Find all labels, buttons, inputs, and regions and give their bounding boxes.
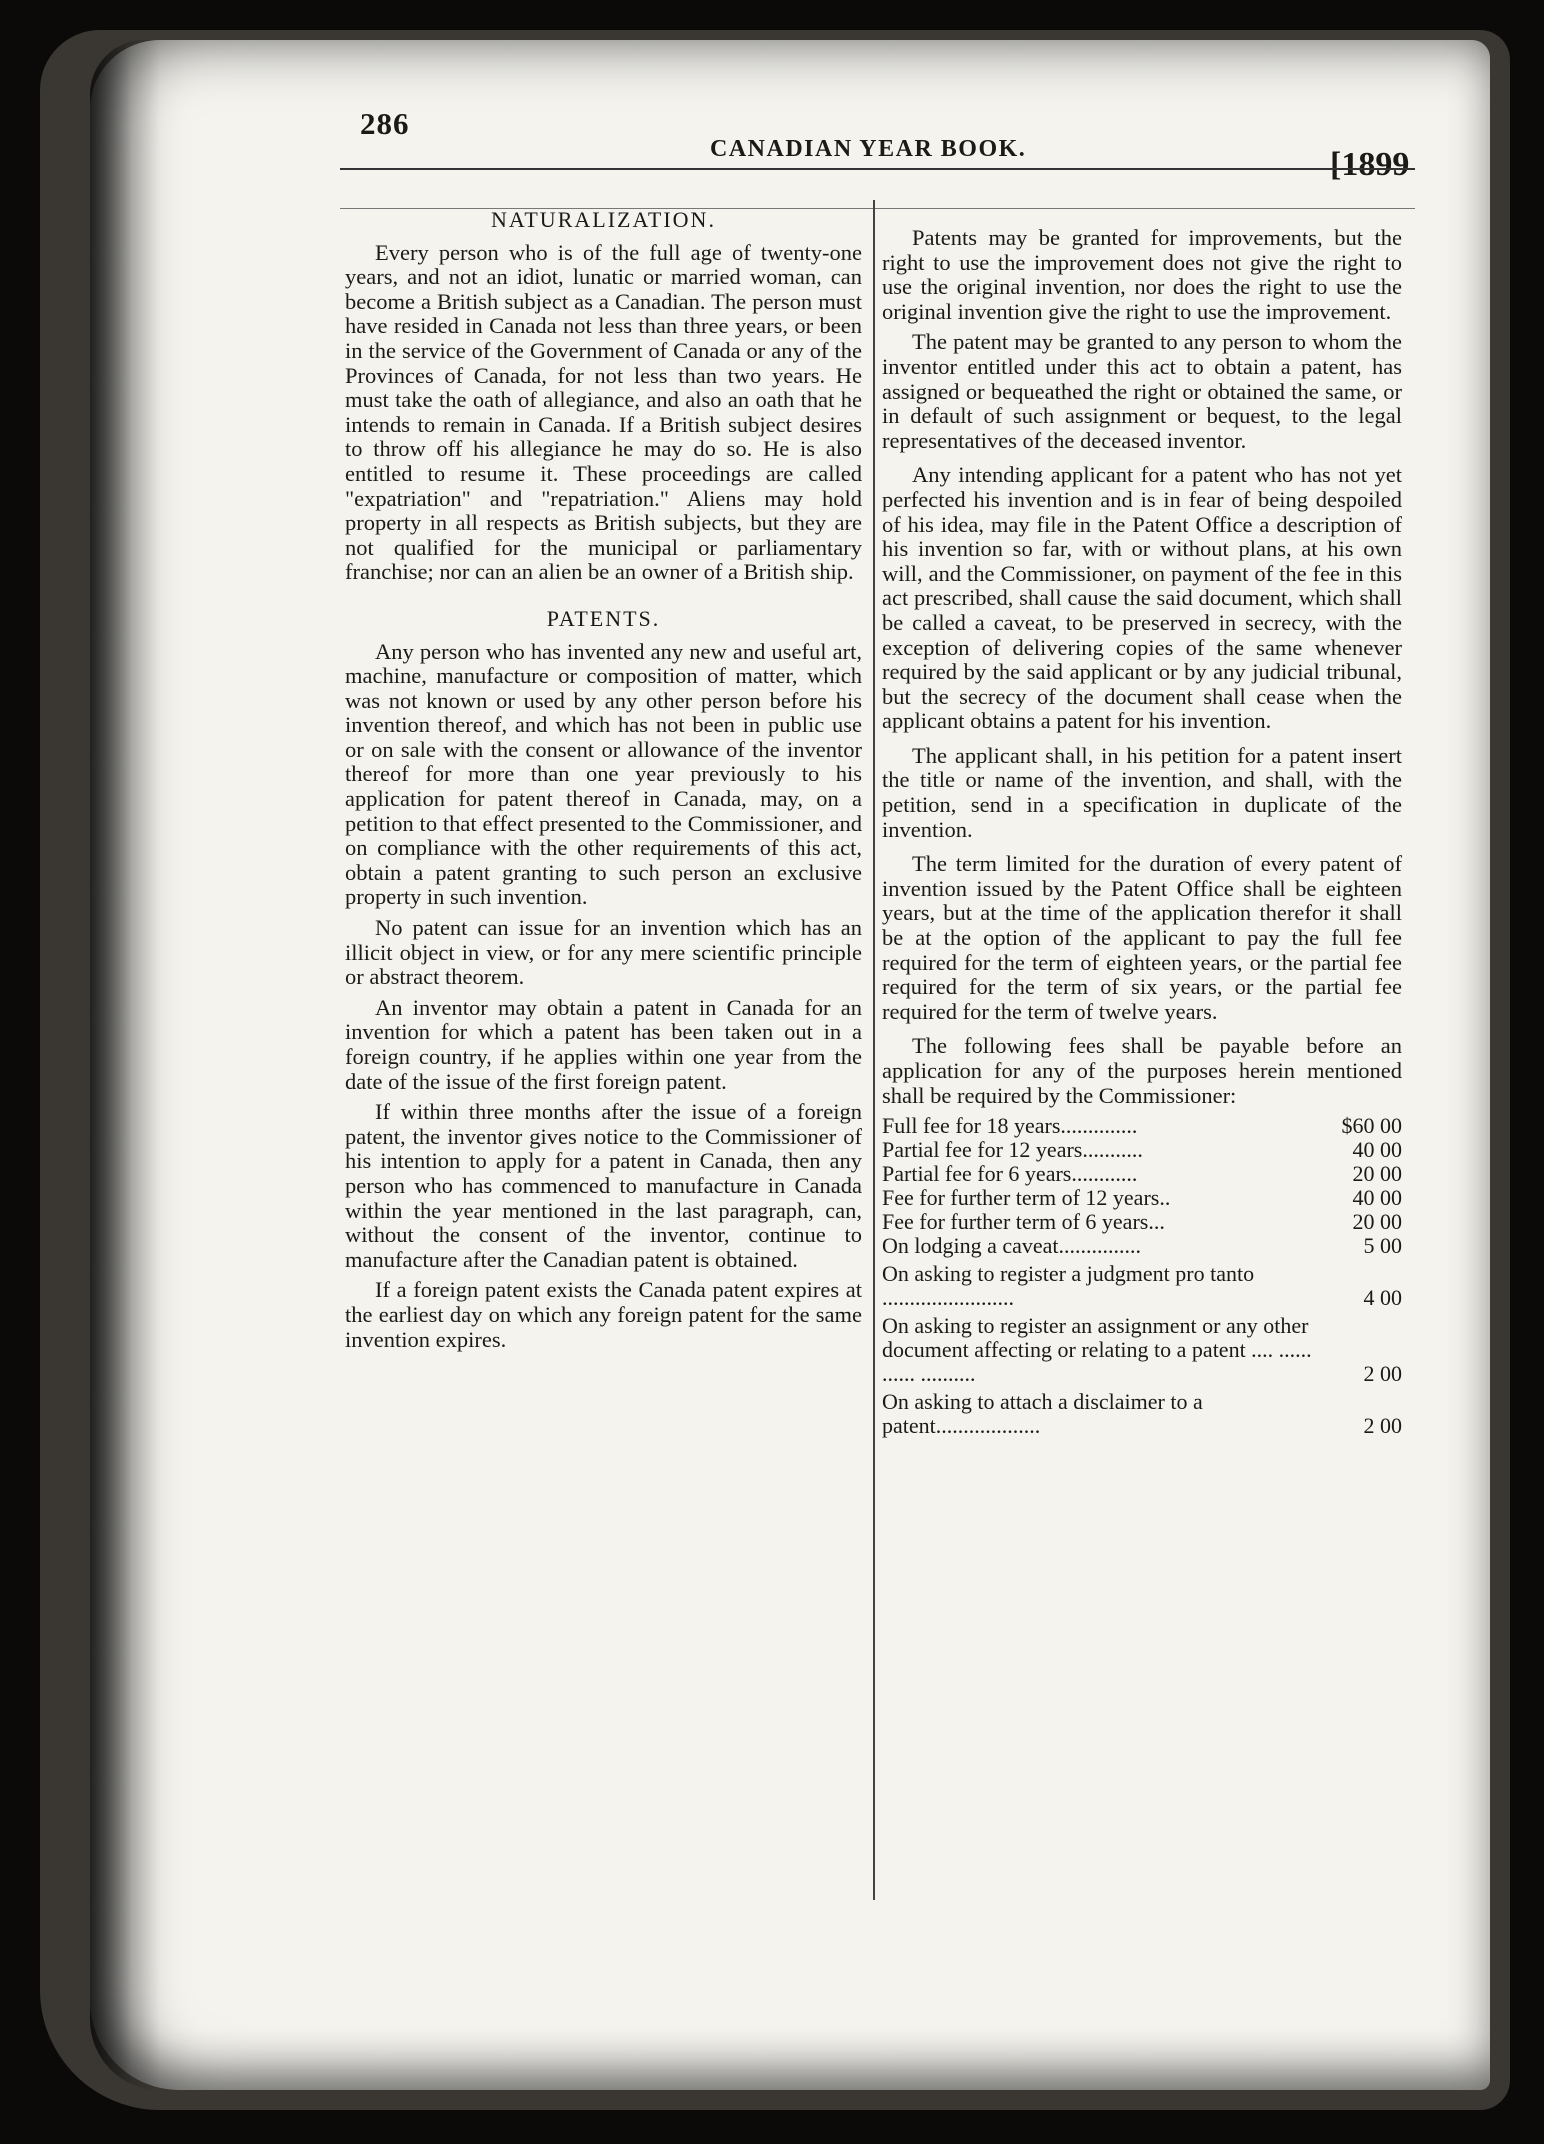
fee-item: Fee for further term of 12 years.. [882,1185,1171,1211]
patents-paragraph: Any person who has invented any new and useful art, machine, manufacture or composition of matter, which was not known or used by any other person before his invention thereof, and which has not been in public use or on sale with the consent or allowance of the inventor thereof for more than one year previously to his application for patent thereof in Canada, may, on a petition to that effect presented to the Commissioner, and on compliance with the other requirements of this act, obtain a patent granting to such person an exclusive property in such invention. [345,638,862,910]
header-year: [1899 [1330,146,1410,183]
fee-row [882,1210,1402,1234]
fee-item: Fee for further term of 6 years... [882,1209,1165,1235]
patents-paragraph: If within three months after the issue of a foreign patent, the inventor gives notice to the Commissioner of his intention to apply for a patent in Canada, then any person who has commenced to manufacture in Canada within the year mentioned in the last paragraph, can, without the consent of the inventor, continue to manufacture after the Canadian patent is obtained. [345,1099,862,1272]
naturalization-heading: NATURALIZATION. [491,207,716,232]
fee-item: On asking to register an assignment or any other document affecting or relating to a patent .... ...... ...... .......... [882,1313,1312,1387]
fee-row [882,1162,1402,1186]
fee-row [882,1258,1402,1310]
fee-row [882,1386,1402,1438]
fee-item: On asking to attach a disclaimer to a patent................... [882,1389,1203,1439]
fee-amount: 20 00 [1352,1209,1402,1235]
fee-amount: 40 00 [1352,1185,1402,1211]
running-title: CANADIAN YEAR BOOK. [710,136,1027,162]
left-column [345,200,862,1358]
fee-amount: 5 00 [1363,1233,1402,1259]
fee-item: Partial fee for 6 years............ [882,1161,1138,1187]
patents-paragraph: Patents may be granted for improvements, but the right to use the improvement does not give the right to use the original invention, nor does the right to use the original invention give the right to use the improvement. [882,225,1402,324]
patents-heading: PATENTS. [546,605,661,631]
patents-paragraph: The applicant shall, in his petition for a patent insert the title or name of the invention, and shall, with the petition, send in a specification in duplicate of the invention. [882,742,1402,842]
patents-paragraph: The patent may be granted to any person to whom the inventor entitled under this act to obtain a patent, has assigned or bequeathed the right or obtained the same, or in default of such assignment or bequest, to the legal representatives of the deceased inventor. [882,329,1402,453]
fee-row [882,1186,1402,1210]
fee-item: Partial fee for 12 years........... [882,1137,1143,1163]
fee-amount: 20 00 [1352,1161,1402,1187]
fee-row [882,1234,1402,1258]
column-divider [873,200,875,1900]
fee-amount: 2 00 [1363,1361,1402,1387]
fee-item: On asking to register a judgment pro tanto ........................ [882,1261,1255,1311]
fee-item: On lodging a caveat............... [882,1233,1142,1259]
patents-paragraph: Any intending applicant for a patent who has not yet perfected his invention and is in fear of being despoiled of his idea, may file in the Patent Office a description of his invention so far, with or without plans, at his own will, and the Commissioner, on payment of the fee in this act prescribed, shall cause the said document, which shall be called a caveat, to be preserved in secrecy, with the exception of delivering copies of the same whenever required by the said applicant or by any judicial tribunal, but the secrecy of the document shall cease when the applicant obtains a patent for his invention. [882,462,1402,734]
fee-row [882,1138,1402,1162]
naturalization-paragraph: Every person who is of the full age of twenty-one years, and not an idiot, lunatic or married woman, can become a British subject as a Canadian. The person must have resided in Canada not less than three years, or been in the service of the Government of Canada or any of the Provinces of Canada, for not less than two years. He must take the oath of allegiance, and also an oath that he intends to remain in Canada. If a British subject desires to throw off his allegiance he may do so. He is also entitled to resume it. These proceedings are called "expatriation" and "repatriation." Aliens may hold property in all respects as British subjects, but they are not qualified for the municipal or parliamentary franchise; nor can an alien be an owner of a British ship. [345,239,862,585]
page-number: 286 [360,106,410,141]
fee-amount: 2 00 [1363,1413,1402,1439]
patents-paragraph: No patent can issue for an invention which has an illicit object in view, or for any mere scientific principle or abstract theorem. [345,915,862,990]
fee-amount: $60 00 [1341,1113,1402,1139]
patents-paragraph: If a foreign patent exists the Canada patent expires at the earliest day on which any foreign patent for the same invention expires. [345,1277,862,1352]
fee-table [882,1114,1402,1438]
fee-row [882,1114,1402,1138]
fees-intro: The following fees shall be payable before an application for any of the purposes herein mentioned shall be required by the Commissioner: [882,1033,1402,1108]
header-rule [340,168,1415,170]
right-column [882,226,1402,1438]
fee-item: Full fee for 18 years.............. [882,1113,1138,1139]
fee-amount: 4 00 [1363,1285,1402,1311]
patents-paragraph: The term limited for the duration of every patent of invention issued by the Patent Office shall be eighteen years, but at the time of the application therefor it shall be at the option of the applicant to pay the full fee required for the term of eighteen years, or the partial fee required for the term of six years, or the partial fee required for the term of twelve years. [882,851,1402,1024]
gutter-shadow [90,40,160,2090]
fee-row [882,1310,1402,1386]
fee-amount: 40 00 [1352,1137,1402,1163]
patents-paragraph: An inventor may obtain a patent in Canada for an invention for which a patent has been taken out in a foreign country, if he applies within one year from the date of the issue of the first foreign patent. [345,994,862,1094]
